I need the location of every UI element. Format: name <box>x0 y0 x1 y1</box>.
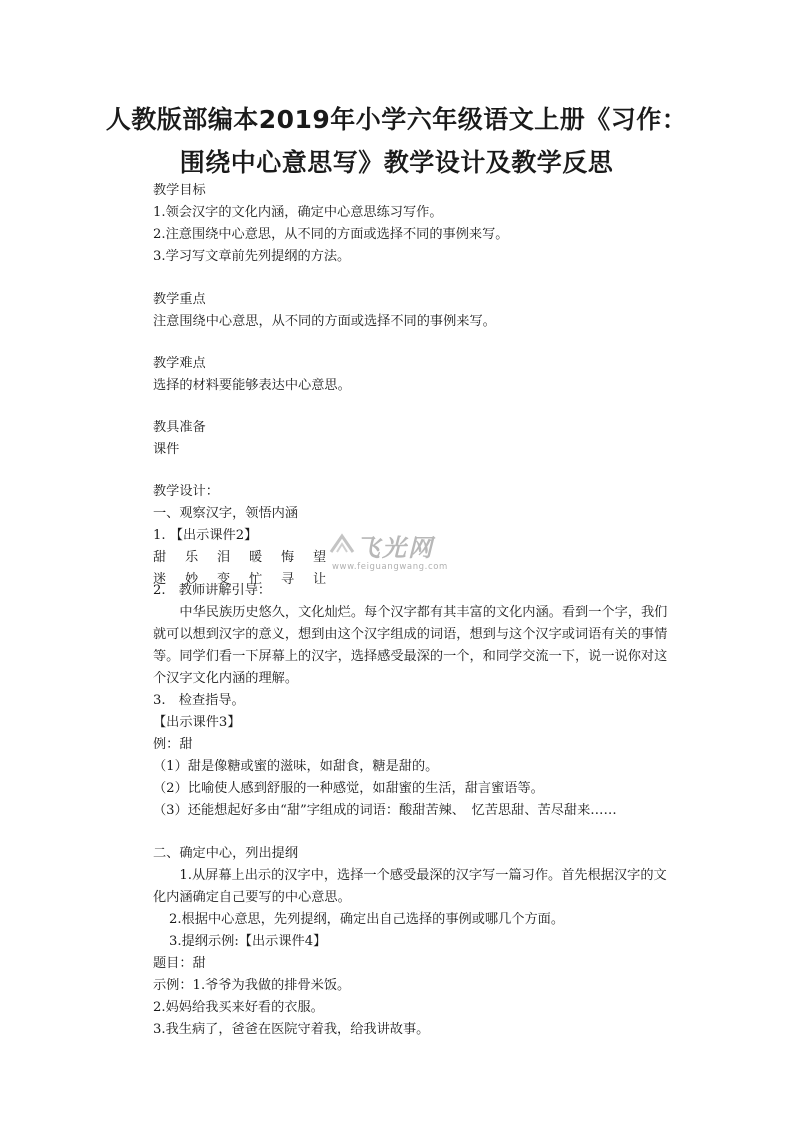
prep-text: 课件 <box>153 442 180 457</box>
char-cell: 泪 <box>217 550 231 565</box>
char-cell: 悔 <box>281 550 295 565</box>
char-row-1 <box>153 547 345 569</box>
example-item: （1）甜是像糖或蜜的滋味，如甜食，糖是甜的。 <box>153 759 439 774</box>
watermark-url: www.feiguangwang.com <box>332 562 448 572</box>
section2-heading: 二、确定中心，列出提纲 <box>153 846 299 861</box>
goal-item: 2.注意围绕中心意思，从不同的方面或选择不同的事例来写。 <box>153 227 509 242</box>
char-cell: 甜 <box>153 550 167 565</box>
watermark-text: 飞光网 <box>356 534 434 562</box>
outline-item: 示例：1.爷爷为我做的排骨米饭。 <box>153 978 351 993</box>
difficulty-text: 选择的材料要能够表达中心意思。 <box>153 378 351 393</box>
key-points-text: 注意围绕中心意思，从不同的方面或选择不同的事例来写。 <box>153 314 496 329</box>
goals-heading: 教学目标 <box>153 183 206 198</box>
char-cell: 变 <box>217 572 231 587</box>
char-cell: 寻 <box>281 572 295 587</box>
step2-label: 2. 教师讲解引导： <box>153 583 272 598</box>
char-cell: 让 <box>313 572 327 587</box>
char-cell: 暖 <box>249 550 263 565</box>
char-cell: 妙 <box>185 572 199 587</box>
section2-item: 2.根据中心意思，先列提纲，确定出自己选择的事例或哪几个方面。 <box>169 912 565 927</box>
prep-heading: 教具准备 <box>153 420 206 435</box>
step1-label: 1. 【出示课件2】 <box>153 528 258 543</box>
outline-item: 3.我生病了，爸爸在医院守着我，给我讲故事。 <box>153 1022 430 1037</box>
goal-item: 1.领会汉字的文化内涵，确定中心意思练习写作。 <box>153 205 443 220</box>
explanation-paragraph: 中华民族历史悠久，文化灿烂。每个汉字都有其丰富的文化内涵。看到一个字，我们就可以想到汉字的意义，想到由这个汉字组成的词语，想到与这个汉字或词语有关的事情等。同学们看一下屏幕上的汉字，选择感受最深的一个，和同学交流一下，说一说你对这个汉字文化内涵的理解。 <box>153 605 668 686</box>
design-heading: 教学设计： <box>153 484 219 499</box>
feiguang-logo-icon <box>328 532 356 558</box>
char-cell: 忙 <box>249 572 263 587</box>
key-points-heading: 教学重点 <box>153 292 206 307</box>
page-title-line2: 围绕中心意思写》教学设计及教学反思 <box>179 148 614 177</box>
example-item: （2）比喻使人感到舒服的一种感觉，如甜蜜的生活，甜言蜜语等。 <box>153 781 544 796</box>
outline-item: 2.妈妈给我买来好看的衣服。 <box>153 1000 324 1015</box>
topic-label: 题目：甜 <box>153 956 206 971</box>
difficulty-heading: 教学难点 <box>153 356 206 371</box>
section1-heading: 一、观察汉字，领悟内涵 <box>153 506 299 521</box>
watermark <box>322 528 462 584</box>
example-label: 例：甜 <box>153 737 193 752</box>
section2-paragraph: 1.从屏幕上出示的汉字中，选择一个感受最深的汉字写一篇习作。首先根据汉字的文化内涵确定自己要写的中心意思。 <box>153 868 667 905</box>
courseware3-label: 【出示课件3】 <box>153 715 241 730</box>
char-cell: 迷 <box>153 572 167 587</box>
section2-item: 3.提纲示例:【出示课件4】 <box>169 934 327 949</box>
goal-item: 3.学习写文章前先列提纲的方法。 <box>153 249 351 264</box>
example-item: （3）还能想起好多由“甜”字组成的词语：酸甜苦辣、 忆苦思甜、苦尽甜来…… <box>153 803 617 818</box>
char-cell: 望 <box>313 550 327 565</box>
char-cell: 乐 <box>185 550 199 565</box>
step3-label: 3. 检查指导。 <box>153 693 245 708</box>
page-title-line1: 人教版部编本2019年小学六年级语文上册《习作： <box>105 105 688 134</box>
